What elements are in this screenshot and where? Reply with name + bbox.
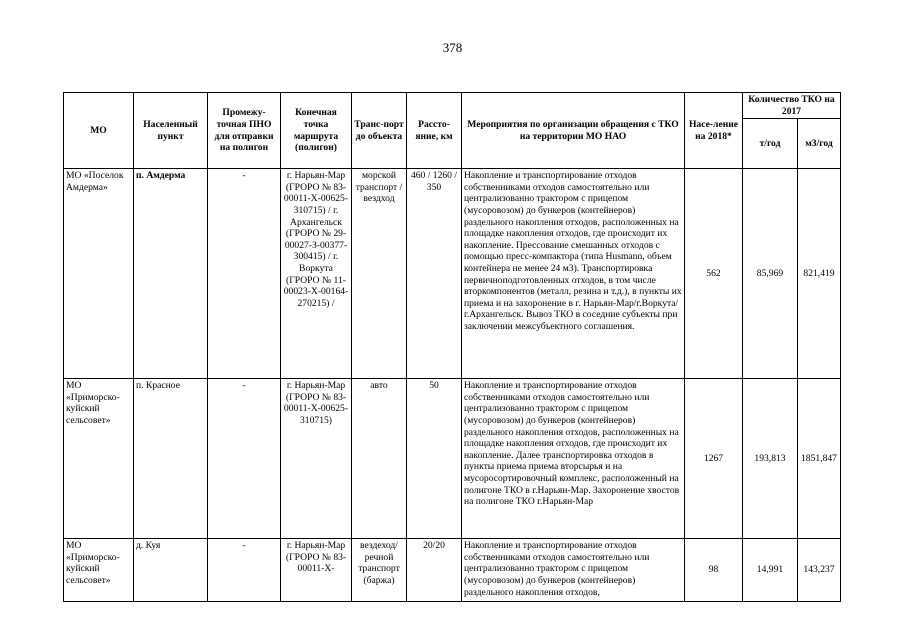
cell-intermediate-text: -: [242, 540, 246, 552]
header-transport: Транс-порт до объекта: [352, 93, 407, 169]
cell-mo: МО «Приморско-куйский сельсовет»: [64, 379, 134, 539]
cell-population: 1267: [685, 379, 743, 539]
cell-endpoint: г. Нарьян-Мар (ГРОРО № 83-00011-Х-00625-310715) / г. Архангельск (ГРОРО № 29-00027-З-00377-300415) / г. Воркута (ГРОРО № 11-00023-Х-00164-270215) /: [281, 169, 352, 379]
cell-mo: МО «Поселок Амдерма»: [64, 169, 134, 379]
cell-tons: 85,969: [743, 169, 798, 379]
table-header: [64, 93, 841, 169]
cell-settlement: [134, 539, 208, 602]
table-row: [64, 379, 841, 539]
cell-endpoint-text: г. Нарьян-Мар (ГРОРО № 83-00011-Х-: [285, 540, 347, 575]
header-m3: м3/год: [798, 119, 841, 169]
cell-tons: 193,813: [743, 379, 798, 539]
cell-intermediate: -: [208, 169, 281, 379]
cell-m3: 821,419: [798, 169, 841, 379]
cell-transport: авто: [352, 379, 407, 539]
cell-transport: морской транспорт / вездход: [352, 169, 407, 379]
cell-mo: [64, 539, 134, 602]
cell-measures: [462, 539, 685, 602]
header-tons: т/год: [743, 119, 798, 169]
cell-m3: 143,237: [798, 539, 841, 602]
header-settlement: Населенный пункт: [134, 93, 208, 169]
cell-transport: [352, 539, 407, 602]
header-mo: МО: [64, 93, 134, 169]
cell-measures-text: Накопление и транспортирование отходов собственниками отходов самостоятельно или централизованно трактором с прицепом (мусоровозом) до бункеров (контейнеров) раздельного накопления отходов,: [464, 540, 650, 598]
cell-mo-text: МО «Приморско-куйский сельсовет»: [66, 540, 120, 586]
cell-intermediate: [208, 539, 281, 602]
cell-settlement: п. Красное: [134, 379, 208, 539]
cell-endpoint: г. Нарьян-Мар (ГРОРО № 83-00011-Х-00625-310715): [281, 379, 352, 539]
cell-transport-text: вездеход/ речной транспорт (баржа): [358, 540, 400, 586]
header-distance: Рассто-яние, км: [407, 93, 462, 169]
cell-population: 562: [685, 169, 743, 379]
cell-distance: [407, 539, 462, 602]
header-quantity: Количество ТКО на 2017: [743, 93, 841, 119]
cell-m3: 1851,847: [798, 379, 841, 539]
page-number: 378: [442, 40, 463, 55]
cell-settlement-text: д. Куя: [136, 540, 161, 552]
cell-measures: Накопление и транспортирование отходов собственниками отходов самостоятельно или централизованно трактором с прицепом (мусоровозом) до бункеров (контейнеров) раздельного накопления отходов, расположенных на площадке накопления отходов, где происходит их накопление. Далее транспортировка отходов в пункты приема приема вторсырья и на мусоросортировочный комплекс, расположенный на полигоне ТКО в г.Нарьян-Мар. Захоронение хвостов на полигоне ТКО г.Нарьян-Мар: [462, 379, 685, 539]
cell-endpoint: [281, 539, 352, 602]
header-population: Насе-ление на 2018*: [685, 93, 743, 169]
waste-routes-table: [63, 92, 841, 602]
cell-distance-text: 20/20: [423, 540, 445, 552]
cell-settlement: п. Амдерма: [134, 169, 208, 379]
table-row: [64, 169, 841, 379]
table-row: [64, 539, 841, 602]
cell-tons: 14,991: [743, 539, 798, 602]
header-intermediate: Промежу-точная ПНО для отправки на полигон: [208, 93, 281, 169]
cell-intermediate: -: [208, 379, 281, 539]
cell-distance: 50: [407, 379, 462, 539]
header-measures: Мероприятия по организации обращения с ТКО на территории МО НАО: [462, 93, 685, 169]
header-endpoint: Конечная точка маршрута (полигон): [281, 93, 352, 169]
cell-measures: Накопление и транспортирование отходов собственниками отходов самостоятельно или централизованно трактором с прицепом (мусоровозом) до бункеров (контейнеров) раздельного накопления отходов, расположенных на площадке накопления отходов, где происходит их накопление. Прессование смешанных отходов с помощью пресс-компактора (типа Husmann, объем контейнера не менее 24 м3). Транспортировка первичноподготовленных отходов, в том числе вторкомпонентов (металл, резина и т.д.), в пункты их приема и на захоронение в г. Нарьян-Мар/г.Воркута/г.Архангельск. Вывоз ТКО в соседние субъекты при заключении межсубъектного соглашения.: [462, 169, 685, 379]
cell-distance: 460 / 1260 / 350: [407, 169, 462, 379]
cell-population: 98: [685, 539, 743, 602]
